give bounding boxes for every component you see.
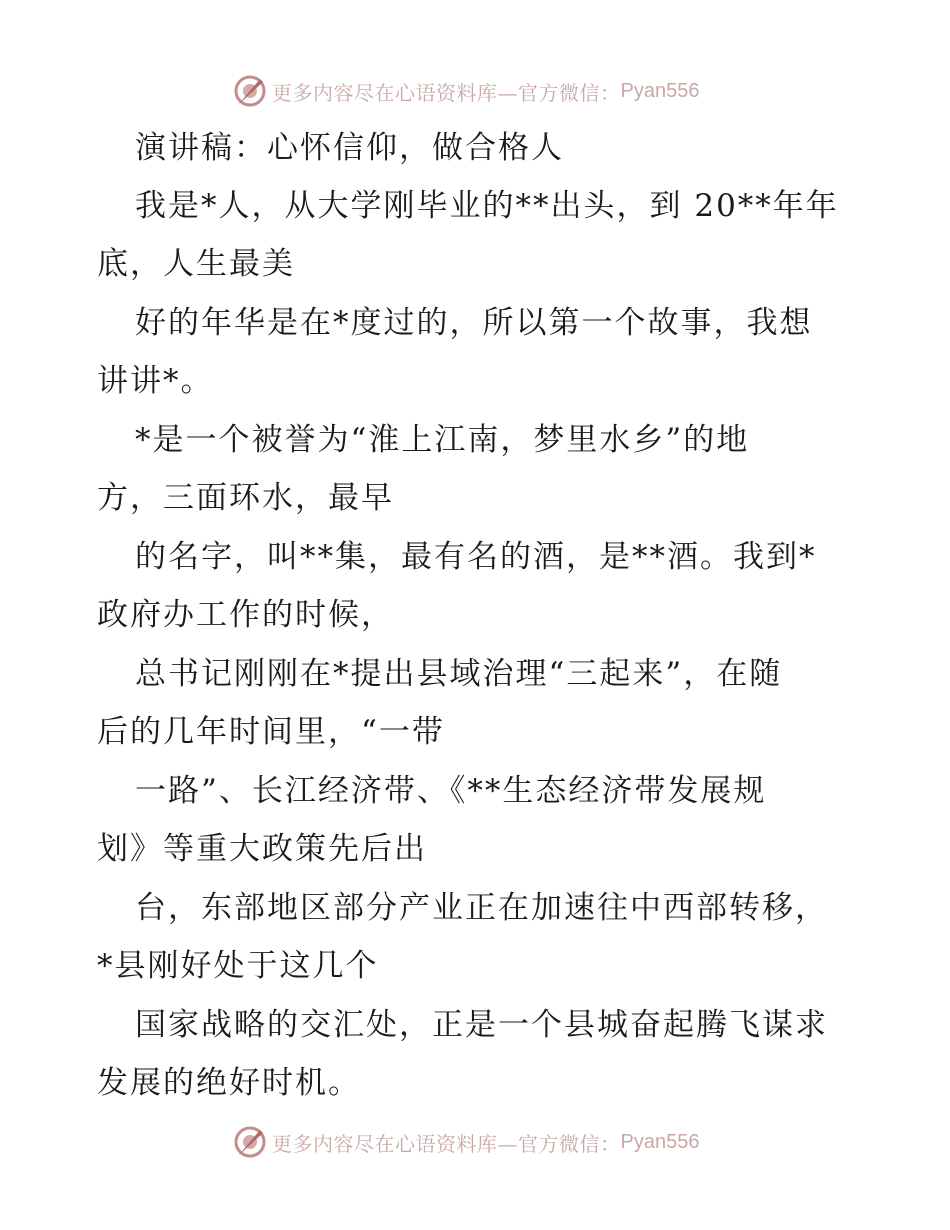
body-line: 讲讲*。 xyxy=(97,363,214,399)
body-line: 政府办工作的时候， xyxy=(97,597,394,633)
body-line: 后的几年时间里，“一带 xyxy=(97,714,445,750)
body-line: 划》等重大政策先后出 xyxy=(97,831,427,867)
body-line: *是一个被誉为“淮上江南，梦里水乡”的地 xyxy=(135,422,750,458)
body-line: 总书记刚刚在*提出县域治理“三起来”，在随 xyxy=(135,656,783,692)
body-line: 国家战略的交汇处，正是一个县城奋起腾飞谋求 xyxy=(135,1007,828,1043)
body-line: 发展的绝好时机。 xyxy=(97,1065,361,1101)
header-banner-handle: Pyan556 xyxy=(620,79,700,102)
header-banner-text: 更多内容尽在心语资料库—官方微信： xyxy=(272,80,621,105)
header-watermark-banner xyxy=(232,71,699,111)
quill-logo-icon xyxy=(232,73,268,109)
document-title: 演讲稿：心怀信仰，做合格人 xyxy=(135,130,564,166)
body-line: 底，人生最美 xyxy=(97,246,295,282)
body-line: 一路”、长江经济带、《**生态经济带发展规 xyxy=(135,773,767,809)
body-line: 方，三面环水，最早 xyxy=(97,480,394,516)
body-line: 我是*人，从大学刚毕业的**出头，到 20**年年 xyxy=(135,188,839,224)
footer-watermark-banner xyxy=(232,1122,699,1162)
body-line: 的名字，叫**集，最有名的酒，是**酒。我到* xyxy=(135,539,817,575)
footer-banner-text: 更多内容尽在心语资料库—官方微信： xyxy=(272,1131,621,1156)
body-line: 好的年华是在*度过的，所以第一个故事，我想 xyxy=(135,305,813,341)
body-line: *县刚好处于这几个 xyxy=(97,948,379,984)
quill-logo-icon xyxy=(232,1124,268,1160)
body-line: 台，东部地区部分产业正在加速往中西部转移， xyxy=(135,890,828,926)
footer-banner-handle: Pyan556 xyxy=(620,1130,700,1153)
